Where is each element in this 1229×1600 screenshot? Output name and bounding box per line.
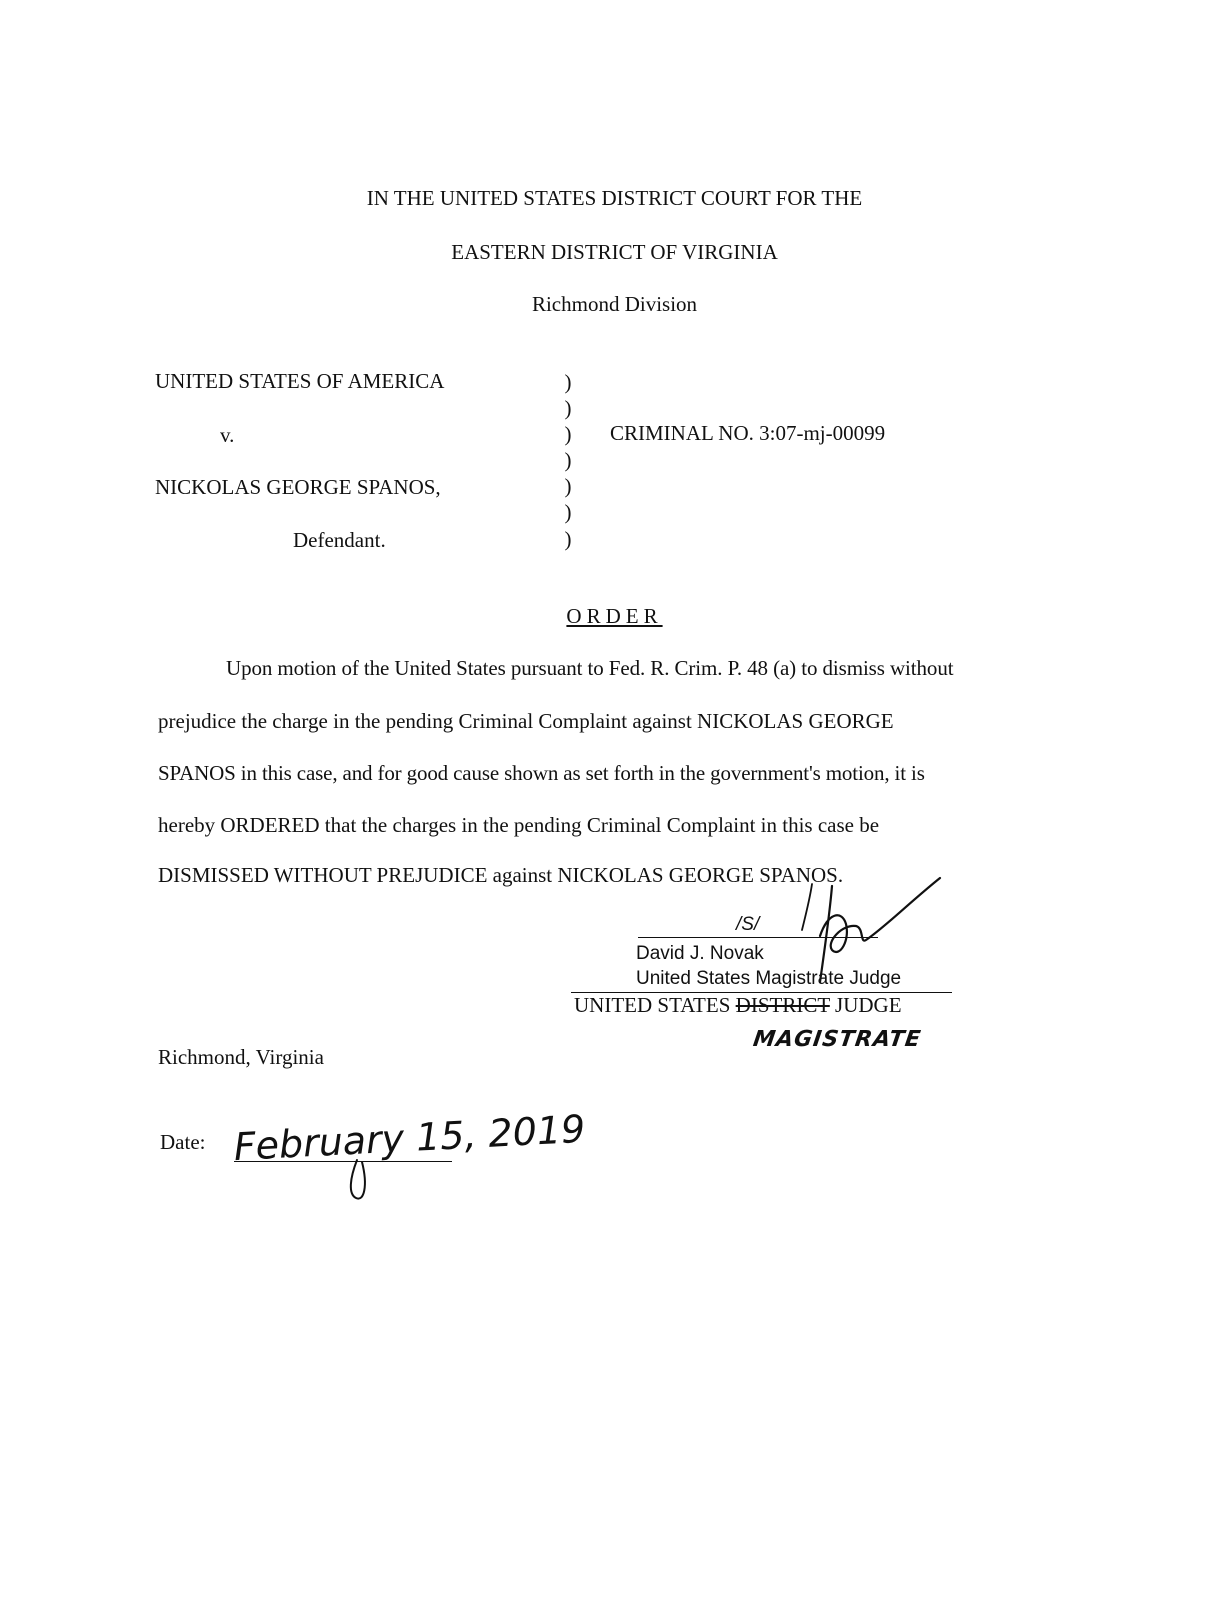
order-body-line: hereby ORDERED that the charges in the pending Criminal Complaint in this case be: [158, 813, 880, 837]
handwritten-date-text: February 15, 2019: [232, 1106, 587, 1170]
caption-paren: ): [564, 448, 572, 472]
order-body-line: prejudice the charge in the pending Criminal Complaint against NICKOLAS GEORGE: [158, 709, 894, 733]
case-number: CRIMINAL NO. 3:07-mj-00099: [610, 421, 886, 445]
defendant-role: Defendant.: [293, 528, 386, 552]
printed-title-prefix: UNITED STATES: [574, 993, 731, 1017]
handwritten-correction-text: MAGISTRATE: [751, 1026, 923, 1052]
handwritten-date: [232, 1098, 587, 1208]
location: Richmond, Virginia: [158, 1045, 324, 1069]
order-body-line: SPANOS in this case, and for good cause shown as set forth in the government's motion, it is: [158, 761, 925, 785]
date-label: Date:: [160, 1130, 206, 1154]
caption-paren: ): [564, 370, 572, 394]
caption-paren: ): [564, 500, 572, 524]
order-title: ORDER: [566, 604, 663, 628]
defendant-name: NICKOLAS GEORGE SPANOS,: [155, 475, 441, 499]
caption-paren: ): [564, 422, 572, 446]
plaintiff-name: UNITED STATES OF AMERICA: [155, 369, 445, 393]
order-body-line: DISMISSED WITHOUT PREJUDICE against NICKOLAS GEORGE SPANOS.: [158, 863, 844, 887]
signer-name: David J. Novak: [636, 943, 764, 964]
handwritten-signature: [780, 880, 960, 1000]
printed-title-suffix: JUDGE: [835, 993, 902, 1017]
court-division: Richmond Division: [531, 292, 698, 316]
order-body-line: Upon motion of the United States pursuant to Fed. R. Crim. P. 48 (a) to dismiss without: [226, 656, 954, 680]
court-name-line1: IN THE UNITED STATES DISTRICT COURT FOR THE: [366, 186, 863, 210]
caption-paren: ): [564, 474, 572, 498]
caption-paren: ): [564, 527, 572, 551]
handwritten-correction: [752, 1020, 922, 1054]
electronic-signature: /S/: [736, 914, 760, 935]
signer-title: United States Magistrate Judge: [636, 968, 902, 989]
court-name-line2: EASTERN DISTRICT OF VIRGINIA: [451, 240, 778, 264]
caption-paren: ): [564, 396, 572, 420]
versus-label: v.: [220, 423, 235, 447]
struck-word: DISTRICT: [735, 993, 830, 1017]
